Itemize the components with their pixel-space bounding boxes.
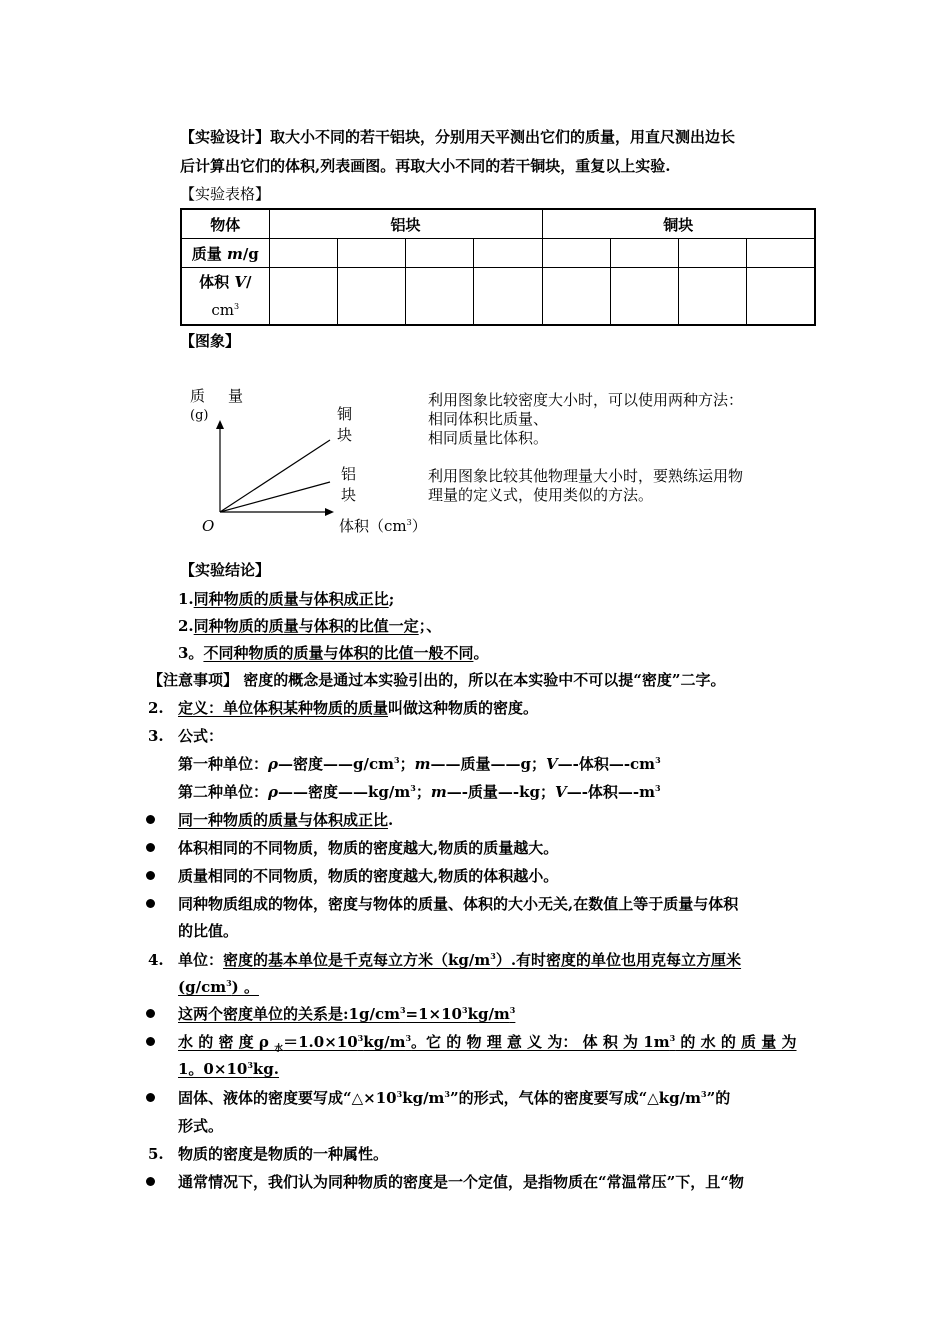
x-axis-arrow — [325, 508, 334, 516]
aluminum-label-1: 铝 — [341, 465, 357, 483]
item-3-formula-label: 公式： — [178, 727, 224, 745]
aluminum-label-2: 块 — [341, 486, 357, 504]
bullet-icon — [146, 1009, 155, 1018]
bullet-notation-2: 形式。 — [178, 1117, 224, 1135]
y-axis-label-1: 质 — [190, 387, 206, 405]
copper-label-2: 块 — [337, 426, 353, 444]
bullet-notation-1: 固体、液体的密度要写成“$\triangle\times 10^3kg/m^3$”的形式，气体的密度要写成“$\triangle kg/m^3$”的 — [178, 1089, 731, 1107]
table-header-copper: 铜块 — [542, 209, 815, 239]
design-line-1: 【实验设计】取大小不同的若干铝块，分别用天平测出它们的质量，用直尺测出边长 — [180, 128, 736, 146]
conclusion-1: 1.同种物质的质量与体积成正比; — [178, 590, 395, 608]
y-axis-unit: (g) — [190, 408, 209, 423]
table-title: 【实验表格】 — [180, 185, 271, 203]
bullet-icon — [146, 843, 155, 852]
graph-title: 【图象】 — [180, 332, 241, 350]
copper-line — [220, 440, 330, 512]
note-line-5: 理量的定义式，使用类似的方法。 — [428, 486, 654, 504]
bullet-icon — [146, 871, 155, 880]
note-line-4: 利用图象比较其他物理量大小时，要熟练运用物 — [428, 467, 744, 485]
formula-unit-2: 第二种单位：ρ——密度$——kg/m^3$；m—-质量—-kg；V—-体积$—-m^3$ — [178, 783, 661, 801]
bullet-icon — [146, 1093, 155, 1102]
bullet-density-independent-2: 的比值。 — [178, 922, 239, 940]
bullet-normal-conditions: 通常情况下，我们认为同种物质的密度是一个定值，是指物质在“常温常压”下，且“物 — [178, 1173, 744, 1191]
y-axis-label-2: 量 — [228, 387, 244, 405]
bullet-icon — [146, 1037, 155, 1046]
conclusion-3: 3。不同种物质的质量与体积的比值一般不同。 — [178, 644, 489, 662]
volume-label-cell: 体积 V/ $cm^3$ — [181, 268, 269, 326]
bullet-icon — [146, 1177, 155, 1186]
item-2-number: 2. — [148, 699, 164, 717]
item-3-number: 3. — [148, 727, 164, 745]
conclusion-2: 2.同种物质的质量与体积的比值一定；、 — [178, 617, 442, 635]
bullet-density-independent-1: 同种物质组成的物体，密度与物体的质量、体积的大小无关,在数值上等于质量与体积 — [178, 895, 739, 913]
design-line-2: 后计算出它们的体积,列表画图。再取大小不同的若干铜块，重复以上实验. — [180, 157, 671, 175]
bullet-same-volume: 体积相同的不同物质，物质的密度越大,物质的质量越大。 — [178, 839, 559, 857]
bullet-water-density-1: 水 的 密 度 ρ $_水=1.0\times 10^3kg/m^3$。它 的 物 理 意 义 为： 体 积 为 $1m^3$ 的 水 的 质 量 为 — [178, 1033, 797, 1054]
formula-unit-1: 第一种单位：ρ—密度$——g/cm^3$；m——质量——g；V—-体积$—-cm^3$ — [178, 755, 661, 773]
mass-label-cell: 质量 m/g — [181, 239, 269, 268]
bullet-unit-relation: 这两个密度单位的关系是$:1g/cm^3=1\times 10^3kg/m^3$ — [178, 1005, 516, 1023]
bullet-icon — [146, 899, 155, 908]
bullet-same-mass: 质量相同的不同物质，物质的密度越大,物质的体积越小。 — [178, 867, 559, 885]
item-4-number: 4. — [148, 951, 164, 969]
aluminum-line — [220, 482, 330, 512]
bullet-water-density-2: 1。$0\times 10^3kg$. — [178, 1060, 280, 1078]
attention-line: 【注意事项】 密度的概念是通过本实验引出的，所以在本实验中不可以提“密度”二字。 — [148, 671, 726, 689]
item-5-number: 5. — [148, 1145, 164, 1163]
conclusion-title: 【实验结论】 — [180, 561, 271, 579]
bullet-proportional: 同一种物质的质量与体积成正比. — [178, 811, 394, 829]
note-line-3: 相同质量比体积。 — [428, 429, 549, 447]
bullet-icon — [146, 815, 155, 824]
note-line-2: 相同体积比质量、 — [428, 410, 549, 428]
copper-label-1: 铜 — [337, 405, 353, 423]
item-5-property: 物质的密度是物质的一种属性。 — [178, 1145, 389, 1163]
item-2-definition: 定义：单位体积某种物质的质量叫做这种物质的密度。 — [178, 699, 539, 717]
x-axis-label: 体积$(cm^3)$ — [339, 517, 427, 535]
y-axis-arrow — [216, 420, 224, 429]
item-4-unit-line-1: 单位：密度的基本单位是千克每立方米$(kg/m^3)$.有时密度的单位也用克每立方厘米 — [178, 951, 742, 969]
origin-label: O — [202, 517, 215, 535]
item-4-unit-line-2: $(g/cm^3)$ 。 — [178, 978, 259, 996]
note-line-1: 利用图象比较密度大小时，可以使用两种方法： — [428, 391, 744, 409]
table-header-object: 物体 — [181, 209, 269, 239]
table-header-aluminum: 铝块 — [269, 209, 542, 239]
